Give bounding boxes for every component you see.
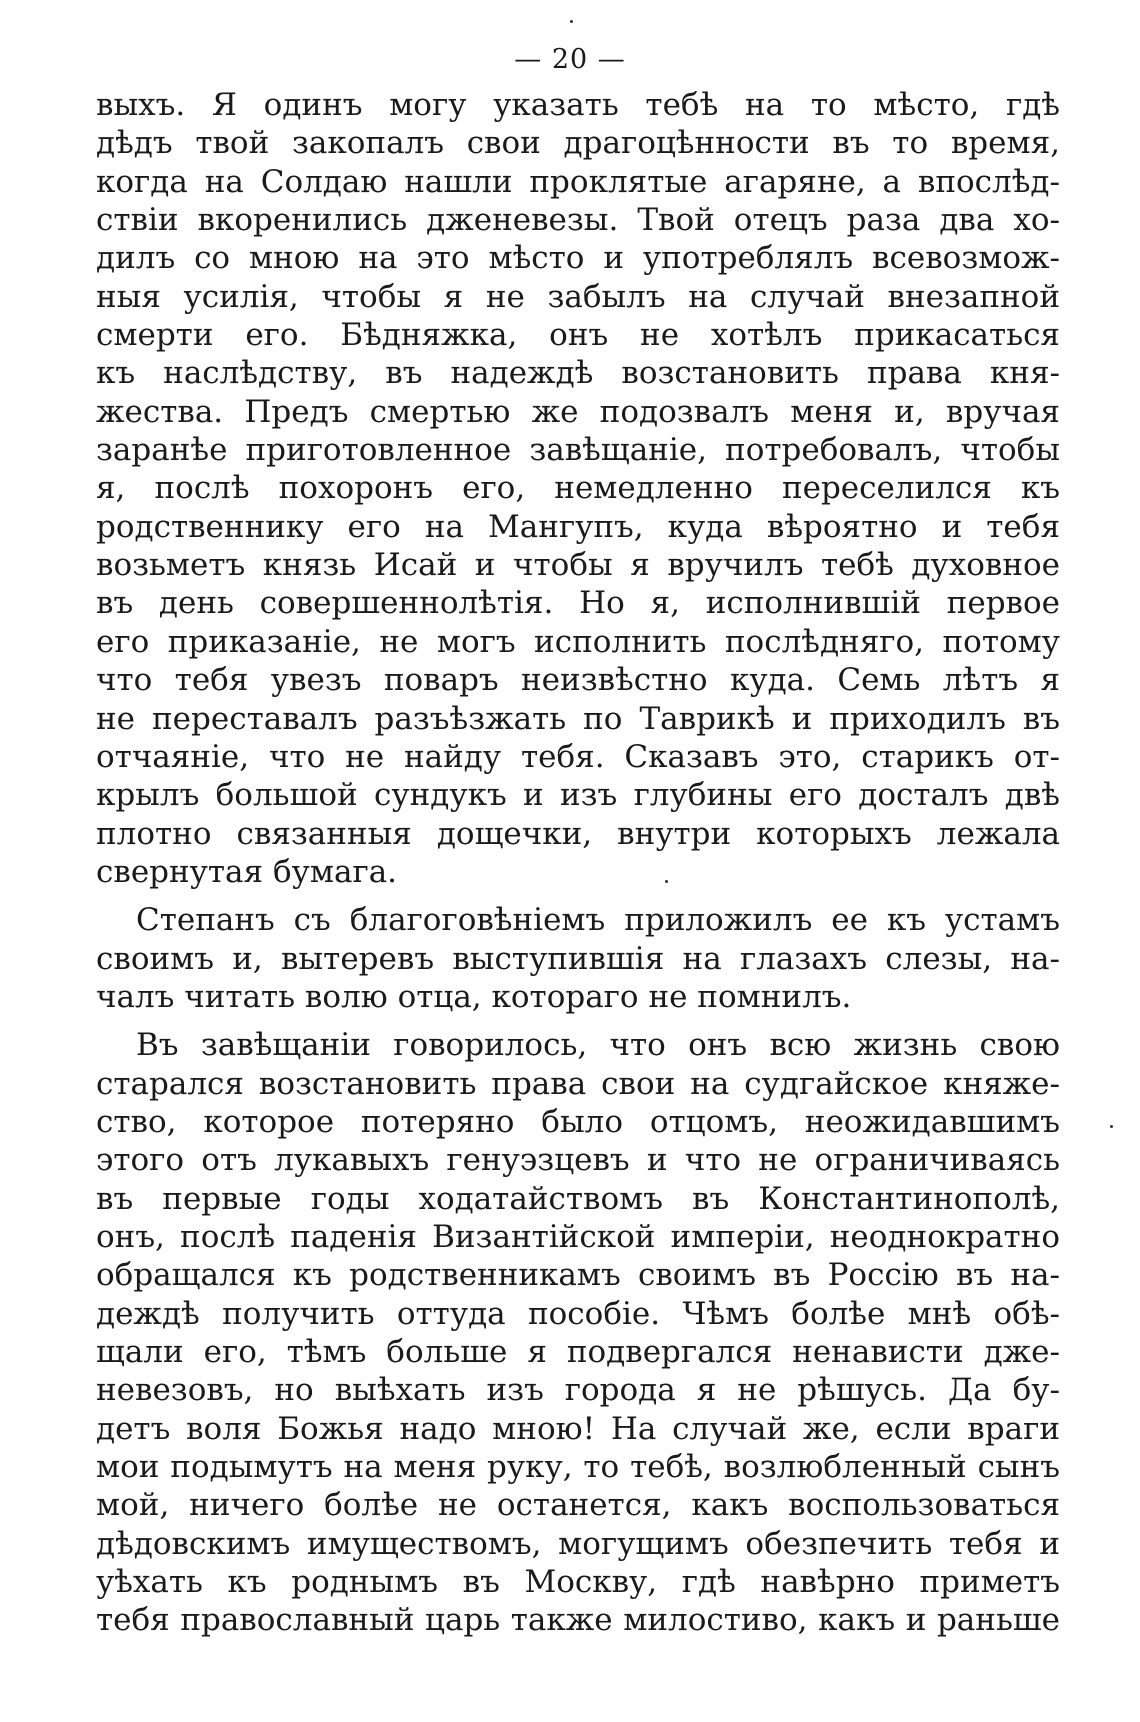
text-line: родственнику его на Мангупъ, куда вѣроятно и тебя bbox=[96, 508, 1060, 545]
text-line: уѣхать къ роднымъ въ Москву, гдѣ навѣрно приметъ bbox=[96, 1564, 1060, 1601]
text-line: въ первые годы ходатайствомъ въ Константинополѣ, bbox=[96, 1180, 1060, 1217]
body-text bbox=[96, 86, 1060, 1640]
text-line: детъ воля Божья надо мною! На случай же, если враги bbox=[96, 1410, 1060, 1447]
text-line: ныя усилія, чтобы я не забылъ на случай внезапной bbox=[96, 278, 1060, 315]
text-line: обращался къ родственникамъ своимъ въ Россію въ на- bbox=[96, 1257, 1060, 1294]
paragraph-gap bbox=[96, 891, 1060, 901]
text-line: этого отъ лукавыхъ генуэзцевъ и что не ограничиваясь bbox=[96, 1142, 1060, 1179]
paragraph bbox=[96, 1026, 1060, 1640]
text-line: своимъ и, вытеревъ выступившія на глазахъ слезы, на- bbox=[96, 940, 1060, 977]
print-speck bbox=[1110, 1125, 1113, 1128]
page-number: — 20 — bbox=[514, 44, 626, 75]
text-line: я, послѣ похоронъ его, немедленно переселился къ bbox=[96, 470, 1060, 507]
text-line: смерти его. Бѣдняжка, онъ не хотѣлъ прикасаться bbox=[96, 317, 1060, 354]
text-line: заранѣе приготовленное завѣщаніе, потребовалъ, чтобы bbox=[96, 432, 1060, 469]
paragraph bbox=[96, 901, 1060, 1016]
text-line: дѣдовскимъ имуществомъ, могущимъ обезпечить тебя и bbox=[96, 1525, 1060, 1562]
text-line: мой, ничего болѣе не останется, какъ воспользоваться bbox=[96, 1487, 1060, 1524]
text-line: выхъ. Я одинъ могу указать тебѣ на то мѣсто, гдѣ bbox=[96, 87, 1060, 123]
text-line: тебя православный царь также милостиво, какъ и раньше bbox=[96, 1602, 1060, 1639]
text-line: что тебя увезъ поваръ неизвѣстно куда. Семь лѣтъ я bbox=[96, 662, 1060, 699]
paragraph-continuation bbox=[96, 86, 1060, 891]
text-line: Степанъ съ благоговѣніемъ приложилъ ее къ устамъ bbox=[136, 902, 1060, 939]
text-line: дилъ со мною на это мѣсто и употреблялъ всевозмож- bbox=[96, 240, 1060, 277]
paragraph-gap bbox=[96, 1016, 1060, 1026]
text-line: жества. Предъ смертью же подозвалъ меня и, вручая bbox=[96, 393, 1060, 430]
text-line: онъ, послѣ паденія Византійской имперіи, неоднократно bbox=[96, 1218, 1060, 1255]
text-line: щали его, тѣмъ больше я подвергался ненависти дже- bbox=[96, 1334, 1060, 1370]
text-line: отчаяніе, что не найду тебя. Сказавъ это, старикъ от- bbox=[96, 738, 1060, 775]
text-line: чалъ читать волю отца, котораго не помнилъ. bbox=[96, 978, 852, 1015]
text-line: къ наслѣдству, въ надеждѣ возстановить права кня- bbox=[96, 355, 1060, 392]
text-line: дѣдъ твой закопалъ свои драгоцѣнности въ то время, bbox=[96, 125, 1060, 162]
text-line: деждѣ получить оттуда пособіе. Чѣмъ болѣе мнѣ обѣ- bbox=[96, 1295, 1060, 1332]
text-line: не переставалъ разъѣзжать по Таврикѣ и приходилъ въ bbox=[96, 700, 1060, 737]
text-line: старался возстановить права свои на судгайское княже- bbox=[96, 1065, 1060, 1102]
print-speck bbox=[570, 20, 573, 23]
text-line: мои подымутъ на меня руку, то тебѣ, возлюбленный сынъ bbox=[96, 1449, 1060, 1486]
text-line: возьметъ князь Исай и чтобы я вручилъ тебѣ духовное bbox=[96, 547, 1060, 584]
text-line: когда на Солдаю нашли проклятые агаряне, а впослѣд- bbox=[96, 163, 1060, 200]
text-line: Въ завѣщаніи говорилось, что онъ всю жизнь свою bbox=[136, 1027, 1060, 1064]
text-line: ство, которое потеряно было отцомъ, неожидавшимъ bbox=[96, 1103, 1060, 1140]
text-line: плотно связанныя дощечки, внутри которыхъ лежала bbox=[96, 815, 1060, 852]
text-line: его приказаніе, не могъ исполнить послѣдняго, потому bbox=[96, 623, 1060, 660]
text-line: свернутая бумага. bbox=[96, 853, 398, 890]
text-line: невезовъ, но выѣхать изъ города я не рѣшусь. Да бу- bbox=[96, 1372, 1060, 1409]
text-line: ствіи вкоренились дженевезы. Твой отецъ раза два хо- bbox=[96, 202, 1060, 239]
text-line: въ день совершеннолѣтія. Но я, исполнившій первое bbox=[96, 585, 1060, 622]
text-line: крылъ большой сундукъ и изъ глубины его досталъ двѣ bbox=[96, 777, 1060, 814]
